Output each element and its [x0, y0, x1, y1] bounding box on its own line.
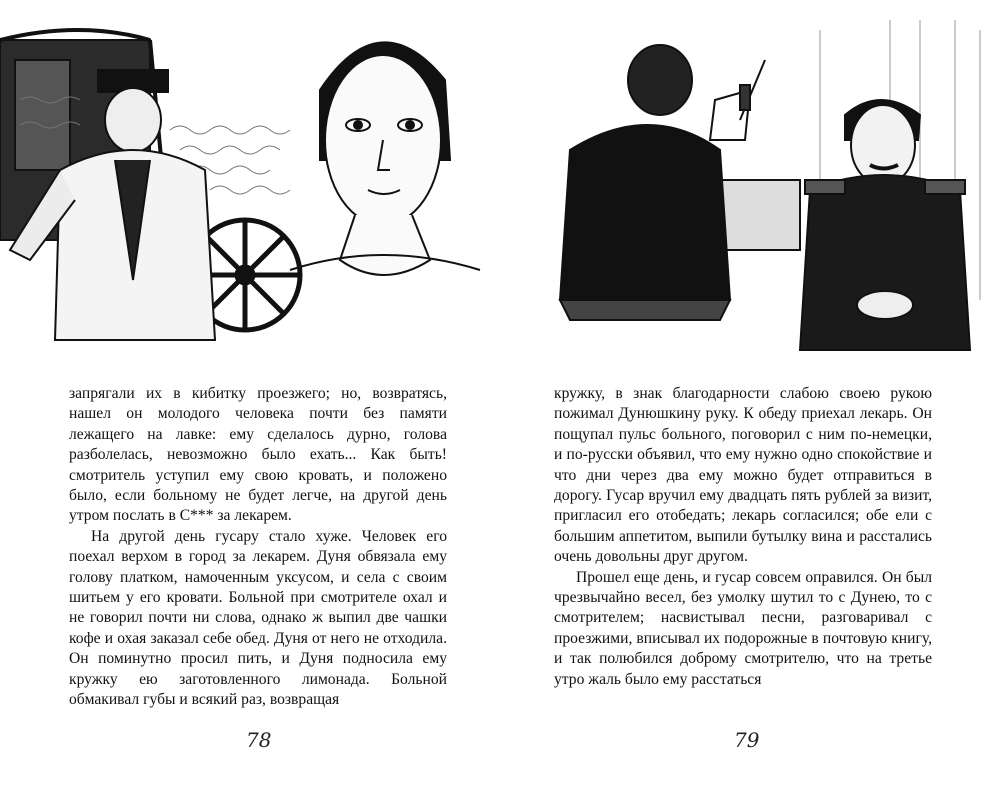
seated-man-figure: [560, 45, 730, 320]
right-illustration-drawing: [500, 0, 1000, 360]
left-page-number: 78: [246, 728, 272, 752]
left-paragraph-1: запрягали их в кибитку проезжего; но, возвратясь, нашел он молодого человека почти без памяти лежащего на лавке: ему сделалось дурно, голова разболелась, невозможно было ехать... Как быть! смотритель уступил ему свою кровать, и положено было, если больному не будет легче, на другой день утром послать в С*** за лекарем.: [69, 385, 447, 525]
girl-portrait: [290, 42, 480, 275]
right-paragraph-1: кружку, в знак благодарности слабою своею рукою пожимал Дунюшкину руку. К обеду приехал лекарь. Он пощупал пульс больного, поговорил с ним по-немецки, и по-русски объявил, что ему нужно одно спокойствие и что дни через два ему можно будет отправиться в дорогу. Гусар вручил ему двадцать пять рублей за визит, пригласил его отобедать; лекарь согласился; обе ели с большим аппетитом, выпили бутылку вина и расстались очень довольны друг другом.: [554, 385, 932, 566]
left-paragraph-2: На другой день гусару стало хуже. Человек его поехал верхом в город за лекарем. Дуня обвязала ему голову платком, намоченным уксусом, и села с своим шитьем у его кровати. Больной при смотрителе охал и не говорил почти ни слова, однако ж выпил две чашки кофе и охая заказал себе обед. Дуня от него не отходила. Он поминутно просил пить, и Дуня подносила ему кружку ею заготовленного лимонада. Больной обмакивал губы и всякий раз, возвращая: [69, 527, 447, 709]
right-page-text: [554, 384, 932, 690]
left-illustration: [0, 0, 500, 360]
right-illustration: [500, 0, 1000, 360]
left-page-text: [69, 384, 447, 711]
left-illustration-drawing: [0, 0, 500, 360]
right-paragraph-2: Прошел еще день, и гусар совсем оправился. Он был чрезвычайно весел, без умолку шутил то с Дунею, то с смотрителем; насвистывал песни, разговаривал с проезжими, вписывал их подорожные в почтовую книгу, и так полюбился доброму смотрителю, что на третье утро жаль было ему расстаться: [554, 568, 932, 688]
officer-figure: [800, 100, 970, 350]
right-page-number: 79: [734, 728, 760, 752]
